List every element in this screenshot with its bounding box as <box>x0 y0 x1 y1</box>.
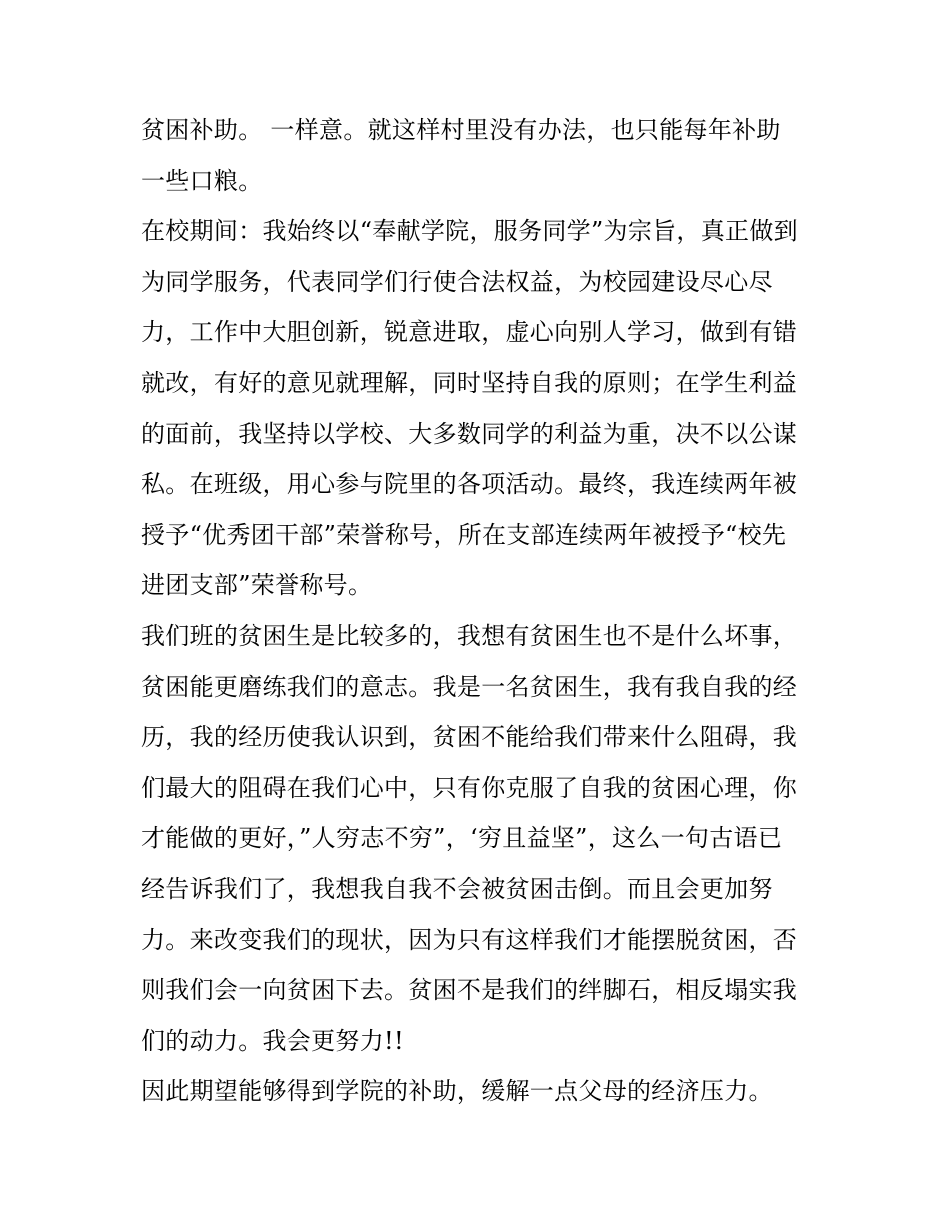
text-line: 贫困能更磨练我们的意志。我是一名贫困生，我有我自我的经 <box>141 672 798 701</box>
text-line: 一些口粮。 <box>141 166 263 195</box>
text-line: 则我们会一向贫困下去。贫困不是我们的绊脚石，相反塌实我 <box>141 976 798 1005</box>
text-line: 的面前，我坚持以学校、大多数同学的利益为重，决不以公谋 <box>141 419 798 448</box>
text-line: 经告诉我们了，我想我自我不会被贫困击倒。而且会更加努 <box>141 874 773 903</box>
body-text <box>141 105 821 1117</box>
text-line: 历，我的经历使我认识到，贫困不能给我们带来什么阻碍，我 <box>141 723 798 752</box>
text-line: 力。来改变我们的现状，因为只有这样我们才能摆脱贫困，否 <box>141 925 798 954</box>
text-line: 在校期间：我始终以“奉献学院，服务同学”为宗旨，真正做到 <box>141 217 798 246</box>
text-line: 们的动力。我会更努力!! <box>141 1026 404 1055</box>
text-line: 力，工作中大胆创新，锐意进取，虚心向别人学习，做到有错 <box>141 318 798 347</box>
text-line: 贫困补助。 一样意。就这样村里没有办法，也只能每年补助 <box>141 116 781 144</box>
text-line: 们最大的阻碍在我们心中，只有你克服了自我的贫困心理，你 <box>141 773 798 802</box>
text-line: 就改，有好的意见就理解，同时坚持自我的原则；在学生利益 <box>141 368 798 397</box>
text-line: 为同学服务，代表同学们行使合法权益，为校园建设尽心尽 <box>141 267 773 296</box>
text-line: 授予“优秀团干部”荣誉称号，所在支部连续两年被授予“校先 <box>141 520 787 549</box>
text-line: 进团支部”荣誉称号。 <box>141 571 373 600</box>
text-line: 才能做的更好，”人穷志不穷”，‘穷且益坚”，这么一句古语已 <box>141 824 783 853</box>
text-line: 因此期望能够得到学院的补助，缓解一点父母的经济压力。 <box>141 1077 773 1106</box>
text-line: 我们班的贫困生是比较多的，我想有贫困生也不是什么坏事， <box>141 621 798 650</box>
text-line: 私。在班级，用心参与院里的各项活动。最终，我连续两年被 <box>141 470 798 499</box>
